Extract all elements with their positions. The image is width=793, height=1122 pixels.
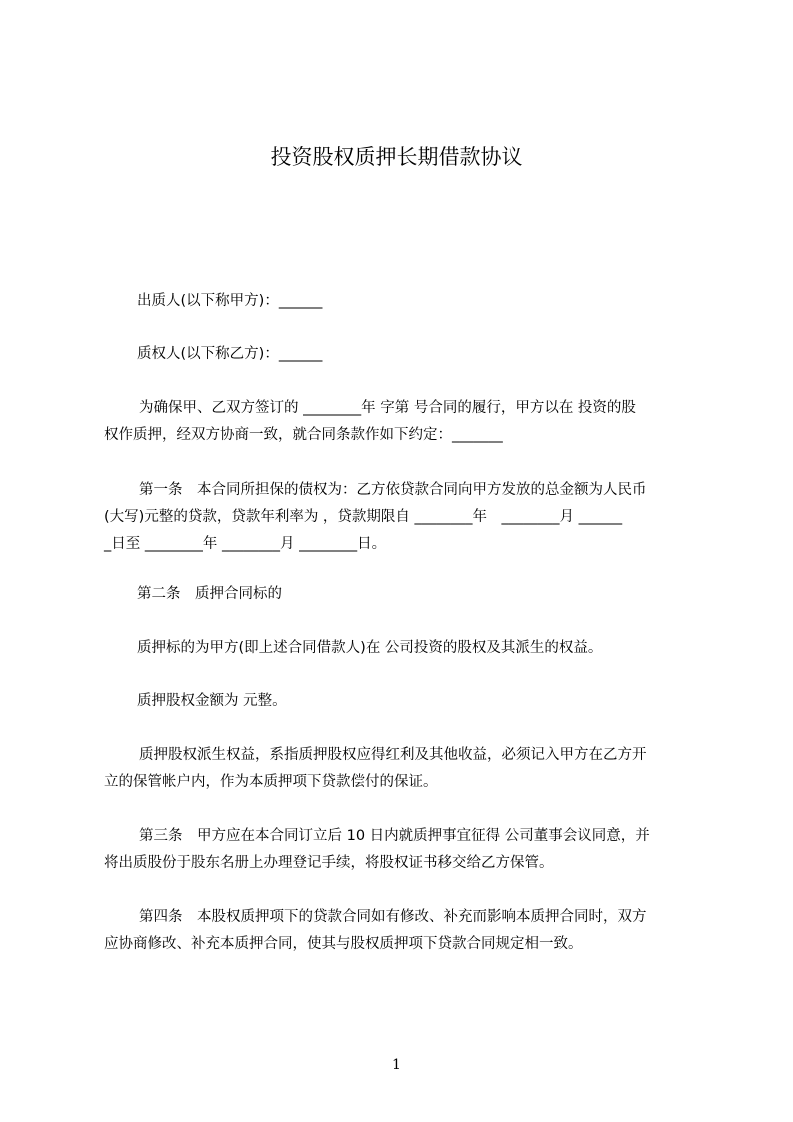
article-1-line-3: _日至 ________年 ________月 ________日。 bbox=[104, 536, 387, 552]
article-1-line-1: 第一条 本合同所担保的债权为：乙方依贷款合同向甲方发放的总金额为人民币 bbox=[139, 482, 647, 498]
document-title: 投资股权质押长期借款协议 bbox=[270, 145, 523, 169]
intro-paragraph-line-2: 权作质押，经双方协商一致，就合同条款作如下约定：_______ bbox=[104, 427, 503, 443]
pledgor-line: 出质人(以下称甲方)：______ bbox=[137, 293, 323, 309]
article-4-line-2: 应协商修改、补充本质押合同，使其与股权质押项下贷款合同规定相一致。 bbox=[104, 936, 583, 952]
pledgee-line: 质权人(以下称乙方)：______ bbox=[137, 346, 323, 362]
article-3-line-1: 第三条 甲方应在本合同订立后 10 日内就质押事宜征得 公司董事会议同意，并 bbox=[139, 828, 650, 844]
article-2-derived-rights-line-1: 质押股权派生权益，系指质押股权应得红利及其他收益，必须记入甲方在乙方开 bbox=[139, 747, 647, 763]
intro-paragraph-line-1: 为确保甲、乙双方签订的 ________年 字第 号合同的履行，甲方以在 投资的股 bbox=[139, 400, 636, 416]
article-1-line-2: (大写)元整的贷款，贷款年利率为 ，贷款期限自 ________年 ________月 ______ bbox=[104, 509, 623, 525]
article-2-heading: 第二条 质押合同标的 bbox=[137, 586, 282, 602]
article-2-pledge-amount: 质押股权金额为 元整。 bbox=[137, 693, 287, 709]
article-2-pledge-subject: 质押标的为甲方(即上述合同借款人)在 公司投资的股权及其派生的权益。 bbox=[137, 640, 603, 656]
page-number: 1 bbox=[392, 1057, 401, 1073]
article-4-line-1: 第四条 本股权质押项下的贷款合同如有修改、补充而影响本质押合同时，双方 bbox=[139, 909, 647, 925]
article-2-derived-rights-line-2: 立的保管帐户内，作为本质押项下贷款偿付的保证。 bbox=[104, 774, 438, 790]
article-3-line-2: 将出质股份于股东名册上办理登记手续，将股权证书移交给乙方保管。 bbox=[104, 855, 554, 871]
